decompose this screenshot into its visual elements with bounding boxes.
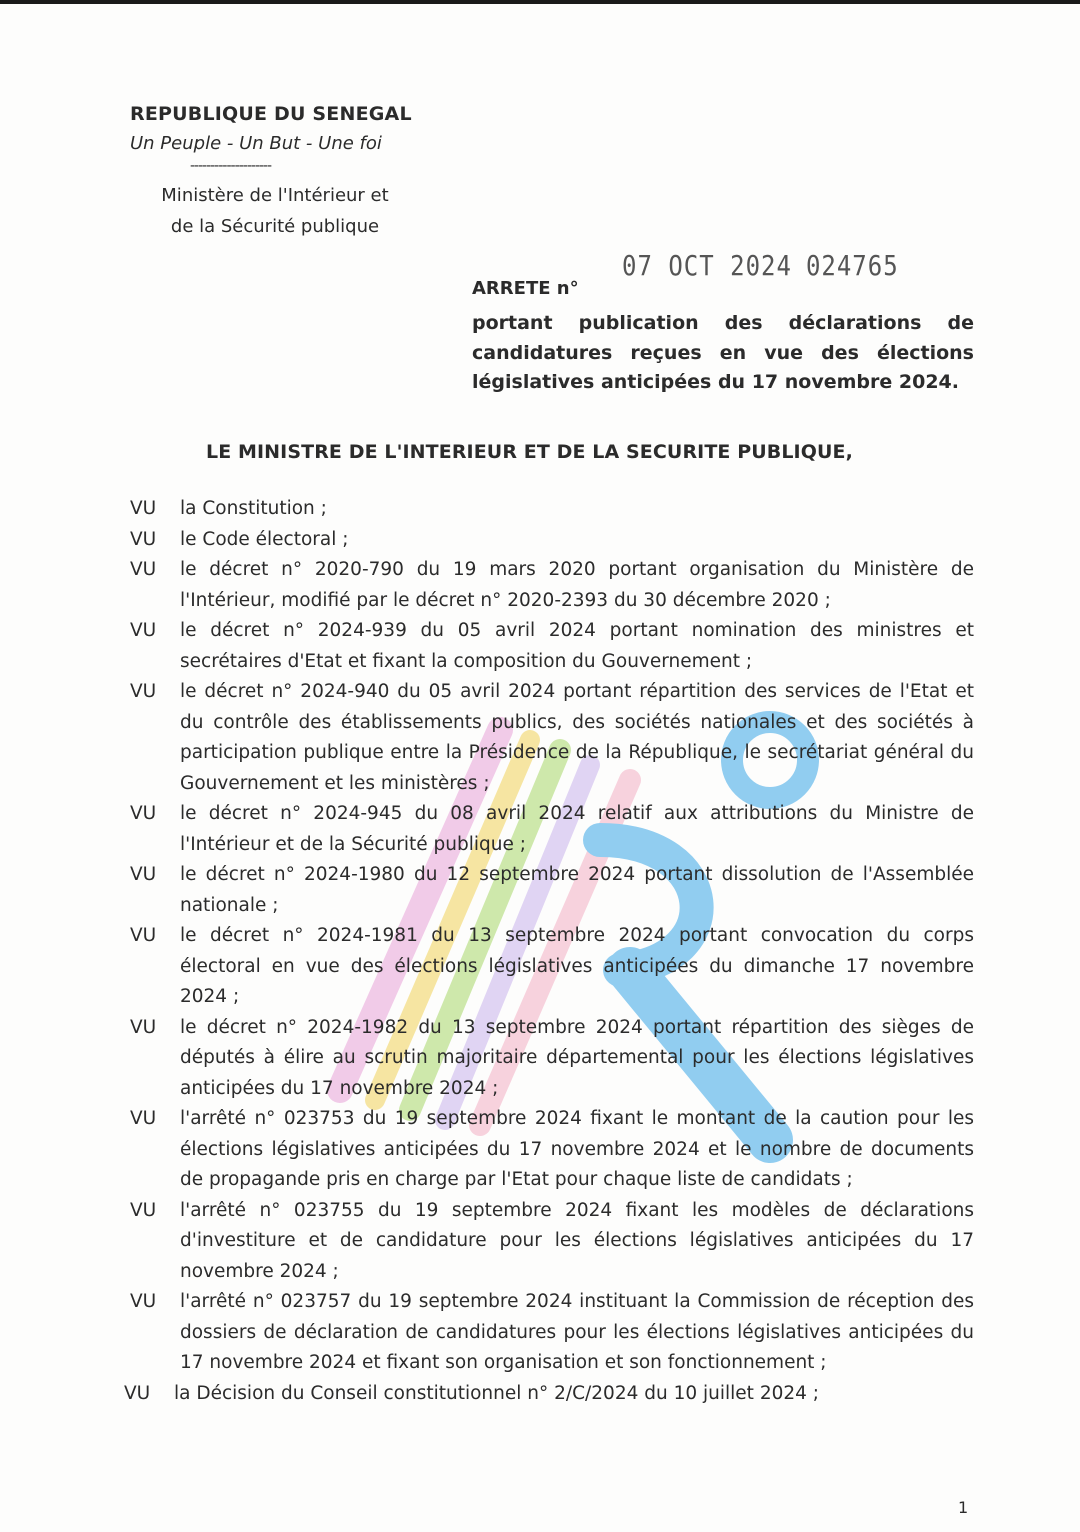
visa-item xyxy=(130,525,974,556)
visa-item xyxy=(130,860,974,921)
visa-item xyxy=(130,1013,974,1105)
visa-item xyxy=(130,1196,974,1288)
visa-text: le décret n° 2024-1980 du 12 septembre 2024 portant dissolution de l'Assemblée nationale ; xyxy=(180,864,974,916)
stamp-number: 024765 xyxy=(805,249,899,283)
country-name: REPUBLIQUE DU SENEGAL xyxy=(130,103,412,125)
visa-text: le décret n° 2024-1982 du 13 septembre 2024 portant répartition des sièges de députés à élire au scrutin majoritaire départemental pour les élections législatives anticipées du 17 novembre 2024 ; xyxy=(180,1016,974,1099)
visa-text: la Constitution ; xyxy=(180,498,327,519)
visa-marker: VU xyxy=(124,1382,151,1404)
visa-marker: VU xyxy=(130,1199,157,1221)
decree-subject: portant publication des déclarations de candidatures reçues en vue des élections législatives anticipées du 17 novembre 2024. xyxy=(472,312,974,393)
visa-text: le décret n° 2024-945 du 08 avril 2024 relatif aux attributions du Ministre de l'Intérieur et de la Sécurité publique ; xyxy=(180,803,974,855)
visa-item xyxy=(130,1104,974,1196)
visa-marker: VU xyxy=(130,620,157,641)
visa-marker: VU xyxy=(130,1291,157,1312)
visa-text: le Code électoral ; xyxy=(180,528,349,550)
visa-text: l'arrêté n° 023753 du 19 septembre 2024 fixant le montant de la caution pour les élections législatives anticipées du 17 novembre 2024 et le nombre de documents de propagande pris en charge par l'Etat pour chaque liste de candidats ; xyxy=(180,1108,974,1190)
visa-item xyxy=(124,1379,974,1410)
national-motto: Un Peuple - Un But - Une foi xyxy=(130,133,382,154)
letterhead-separator: -------------------- xyxy=(190,158,272,174)
visa-text: le décret n° 2024-940 du 05 avril 2024 portant répartition des services de l'Etat et du contrôle des établissements publics, des sociétés nationales et des sociétés à participation publique entre la Présidence de la République, le secrétariat général du Gouvernement et les ministères ; xyxy=(180,681,974,794)
visa-text: le décret n° 2024-1981 du 13 septembre 2024 portant convocation du corps électoral en vue des élections législatives anticipées du dimanche 17 novembre 2024 ; xyxy=(180,925,974,1007)
visa-item xyxy=(130,799,974,860)
stamp-date: 07 OCT 2024 xyxy=(622,249,792,283)
visa-marker: VU xyxy=(130,864,157,885)
visa-item xyxy=(130,677,974,799)
visa-marker: VU xyxy=(130,681,157,702)
visa-marker: VU xyxy=(130,925,157,946)
ministry-line-1: Ministère de l'Intérieur et xyxy=(161,185,389,206)
visa-item xyxy=(130,1287,974,1379)
top-border xyxy=(0,0,1080,4)
visa-marker: VU xyxy=(130,803,157,824)
ministry-name xyxy=(130,180,420,242)
visa-text: le décret n° 2024-939 du 05 avril 2024 portant nomination des ministres et secrétaires d'Etat et fixant la composition du Gouvernement ; xyxy=(180,620,974,672)
page-number: 1 xyxy=(958,1498,969,1517)
ministry-line-2: de la Sécurité publique xyxy=(170,216,380,237)
visa-marker: VU xyxy=(130,559,157,580)
decree-label: ARRETE n° xyxy=(472,278,579,299)
visa-marker: VU xyxy=(130,1108,157,1129)
visa-marker: VU xyxy=(130,498,157,519)
visa-marker: VU xyxy=(130,1016,157,1038)
visa-item xyxy=(130,616,974,677)
registration-stamp xyxy=(622,250,899,282)
visa-marker: VU xyxy=(130,528,157,550)
visa-text: l'arrêté n° 023755 du 19 septembre 2024 fixant les modèles de déclarations d'investiture et de candidature pour les élections législatives anticipées du 17 novembre 2024 ; xyxy=(180,1199,974,1282)
visa-text: la Décision du Conseil constitutionnel n° 2/C/2024 du 10 juillet 2024 ; xyxy=(174,1382,820,1404)
visa-item xyxy=(130,555,974,616)
visa-item xyxy=(130,494,974,525)
letterhead xyxy=(130,103,430,242)
visa-item xyxy=(130,921,974,1013)
minister-title: LE MINISTRE DE L'INTERIEUR ET DE LA SECURITE PUBLIQUE, xyxy=(206,441,853,463)
visa-text: l'arrêté n° 023757 du 19 septembre 2024 instituant la Commission de réception des dossiers de déclaration de candidatures pour les élections législatives anticipées du 17 novembre 2024 et fixant son organisation et son fonctionnement ; xyxy=(180,1291,974,1373)
visa-list xyxy=(124,494,974,1409)
visa-text: le décret n° 2020-790 du 19 mars 2020 portant organisation du Ministère de l'Intérieur, modifié par le décret n° 2020-2393 du 30 décembre 2020 ; xyxy=(180,559,974,611)
